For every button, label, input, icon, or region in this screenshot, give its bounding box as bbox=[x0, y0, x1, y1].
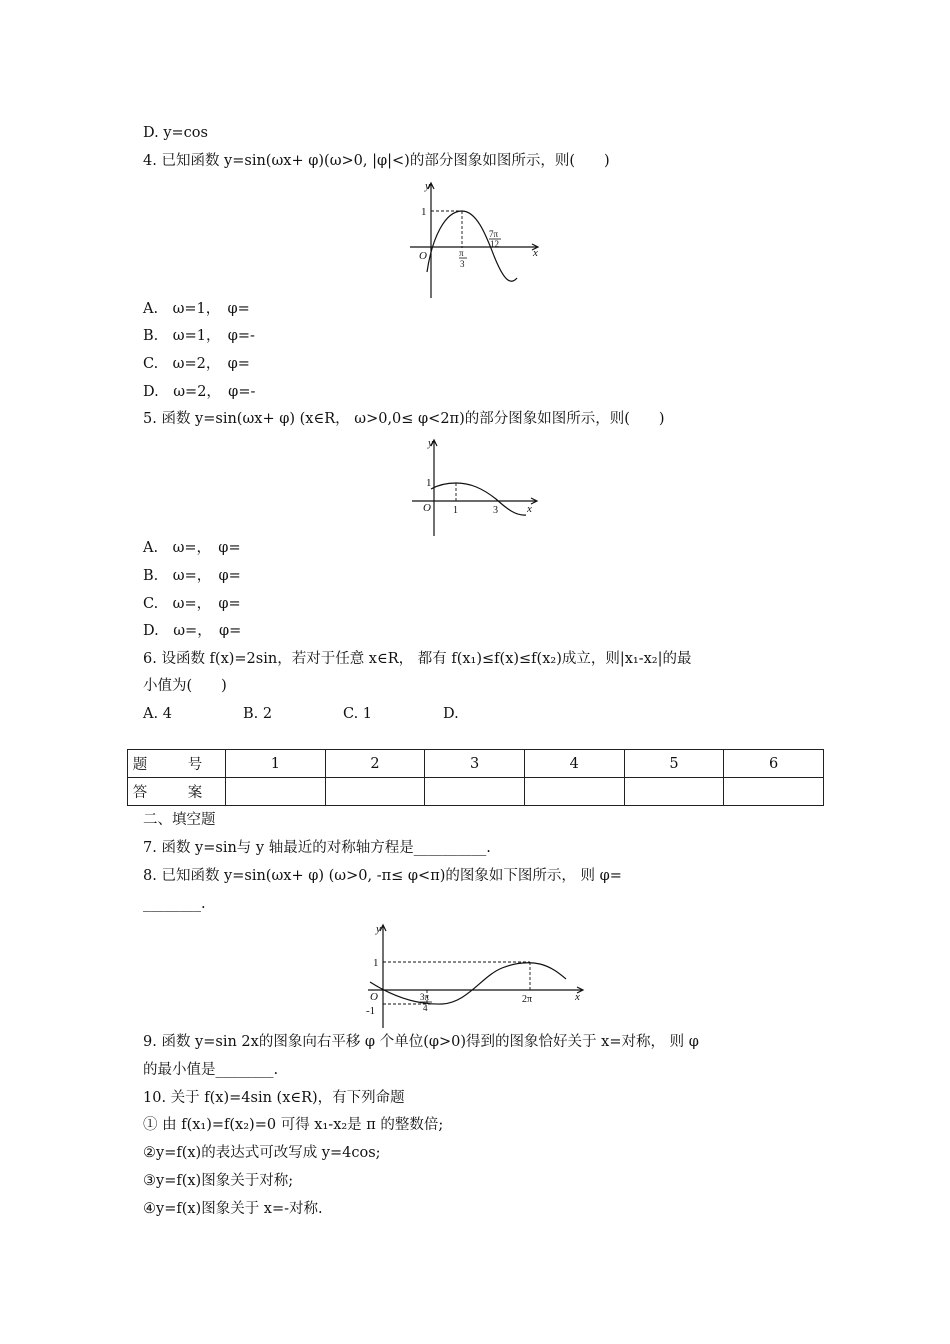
answer-cell[interactable] bbox=[325, 778, 425, 806]
figure-q5-graph bbox=[408, 436, 542, 538]
proposition-1: ① 由 f(x₁)=f(x₂)=0 可得 x₁-x₂是 π 的整数倍; bbox=[143, 1117, 444, 1133]
table-row bbox=[128, 778, 824, 806]
question-9-cont: 的最小值是________. bbox=[143, 1062, 279, 1078]
tick-3pi4-num: 3π bbox=[420, 992, 430, 1002]
question-number-cell: 2 bbox=[325, 750, 425, 778]
x-axis-label: x bbox=[533, 247, 538, 259]
section-fill-in: 二、填空题 bbox=[143, 812, 216, 828]
row-label-question-no: 题 号 bbox=[128, 750, 226, 778]
origin-label: O bbox=[419, 250, 427, 262]
answer-cell[interactable] bbox=[524, 778, 624, 806]
q5-option-d: D. ω=， φ= bbox=[143, 623, 242, 639]
q4-option-c: C. ω=2， φ= bbox=[143, 356, 250, 372]
y-axis-label: y bbox=[428, 437, 433, 449]
question-number-cell: 3 bbox=[425, 750, 525, 778]
x-axis-label: x bbox=[527, 503, 532, 515]
option-d-prev: D. y=cos bbox=[143, 125, 208, 141]
figure-q4-graph bbox=[405, 178, 545, 300]
answer-cell[interactable] bbox=[724, 778, 824, 806]
question-9: 9. 函数 y=sin 2x的图象向右平移 φ 个单位(φ>0)得到的图象恰好关于 x=对称， 则 φ bbox=[143, 1034, 699, 1050]
question-5: 5. 函数 y=sin(ωx+ φ) (x∈R， ω>0,0≤ φ<2π)的部分图象如图所示，则( ) bbox=[143, 411, 665, 427]
question-8: 8. 已知函数 y=sin(ωx+ φ) (ω>0, -π≤ φ<π)的图象如下图所示， 则 φ= bbox=[143, 868, 622, 884]
question-4: 4. 已知函数 y=sin(ωx+ φ)(ω>0, |φ|<)的部分图象如图所示，则( ) bbox=[143, 153, 610, 169]
tick-7pi12-den: 12 bbox=[490, 239, 499, 249]
q5-option-c: C. ω=， φ= bbox=[143, 596, 241, 612]
question-number-cell: 4 bbox=[524, 750, 624, 778]
x-axis-label: x bbox=[575, 991, 580, 1003]
tick-neg-one: -1 bbox=[366, 1005, 376, 1017]
answer-cell[interactable] bbox=[425, 778, 525, 806]
q6-option-b: B. 2 bbox=[243, 706, 273, 722]
question-10: 10. 关于 f(x)=4sin (x∈R)，有下列命题 bbox=[143, 1090, 405, 1106]
tick-one: 1 bbox=[421, 206, 427, 218]
question-number-cell: 5 bbox=[624, 750, 724, 778]
q4-option-d: D. ω=2， φ=- bbox=[143, 384, 256, 400]
figure-q8-graph bbox=[362, 920, 588, 1032]
answer-table bbox=[127, 749, 824, 806]
question-8-blank: ________. bbox=[143, 896, 206, 912]
proposition-2: ②y=f(x)的表达式可改写成 y=4cos; bbox=[143, 1145, 381, 1161]
tick-x1: 1 bbox=[453, 505, 458, 516]
tick-pi3-num: π bbox=[459, 248, 464, 258]
question-number-cell: 1 bbox=[226, 750, 326, 778]
row-label-answer: 答 案 bbox=[128, 778, 226, 806]
answer-cell[interactable] bbox=[624, 778, 724, 806]
tick-7pi12-num: 7π bbox=[489, 229, 499, 239]
tick-pi3-den: 3 bbox=[460, 259, 465, 269]
answer-cell[interactable] bbox=[226, 778, 326, 806]
tick-one: 1 bbox=[426, 477, 432, 489]
question-number-cell: 6 bbox=[724, 750, 824, 778]
tick-one: 1 bbox=[373, 957, 379, 969]
origin-label: O bbox=[370, 991, 378, 1003]
q4-option-a: A. ω=1， φ= bbox=[143, 301, 250, 317]
q6-option-a: A. 4 bbox=[143, 706, 172, 722]
q6-option-d: D. bbox=[443, 706, 459, 722]
question-6-cont: 小值为( ) bbox=[143, 678, 227, 694]
origin-label: O bbox=[423, 502, 431, 514]
table-row bbox=[128, 750, 824, 778]
tick-x3: 3 bbox=[493, 505, 498, 516]
q5-option-a: A. ω=， φ= bbox=[143, 540, 241, 556]
tick-2pi: 2π bbox=[522, 994, 533, 1005]
question-6: 6. 设函数 f(x)=2sin，若对于任意 x∈R， 都有 f(x₁)≤f(x)≤f(x₂)成立，则|x₁-x₂|的最 bbox=[143, 651, 692, 667]
proposition-3: ③y=f(x)图象关于对称; bbox=[143, 1173, 294, 1189]
q6-option-c: C. 1 bbox=[343, 706, 373, 722]
q5-option-b: B. ω=， φ= bbox=[143, 568, 241, 584]
question-7: 7. 函数 y=sin与 y 轴最近的对称轴方程是__________. bbox=[143, 840, 491, 856]
q4-option-b: B. ω=1， φ=- bbox=[143, 328, 255, 344]
y-axis-label: y bbox=[425, 180, 430, 192]
tick-3pi4-den: 4 bbox=[423, 1003, 428, 1013]
y-axis-label: y bbox=[376, 923, 381, 935]
proposition-4: ④y=f(x)图象关于 x=-对称. bbox=[143, 1201, 323, 1217]
